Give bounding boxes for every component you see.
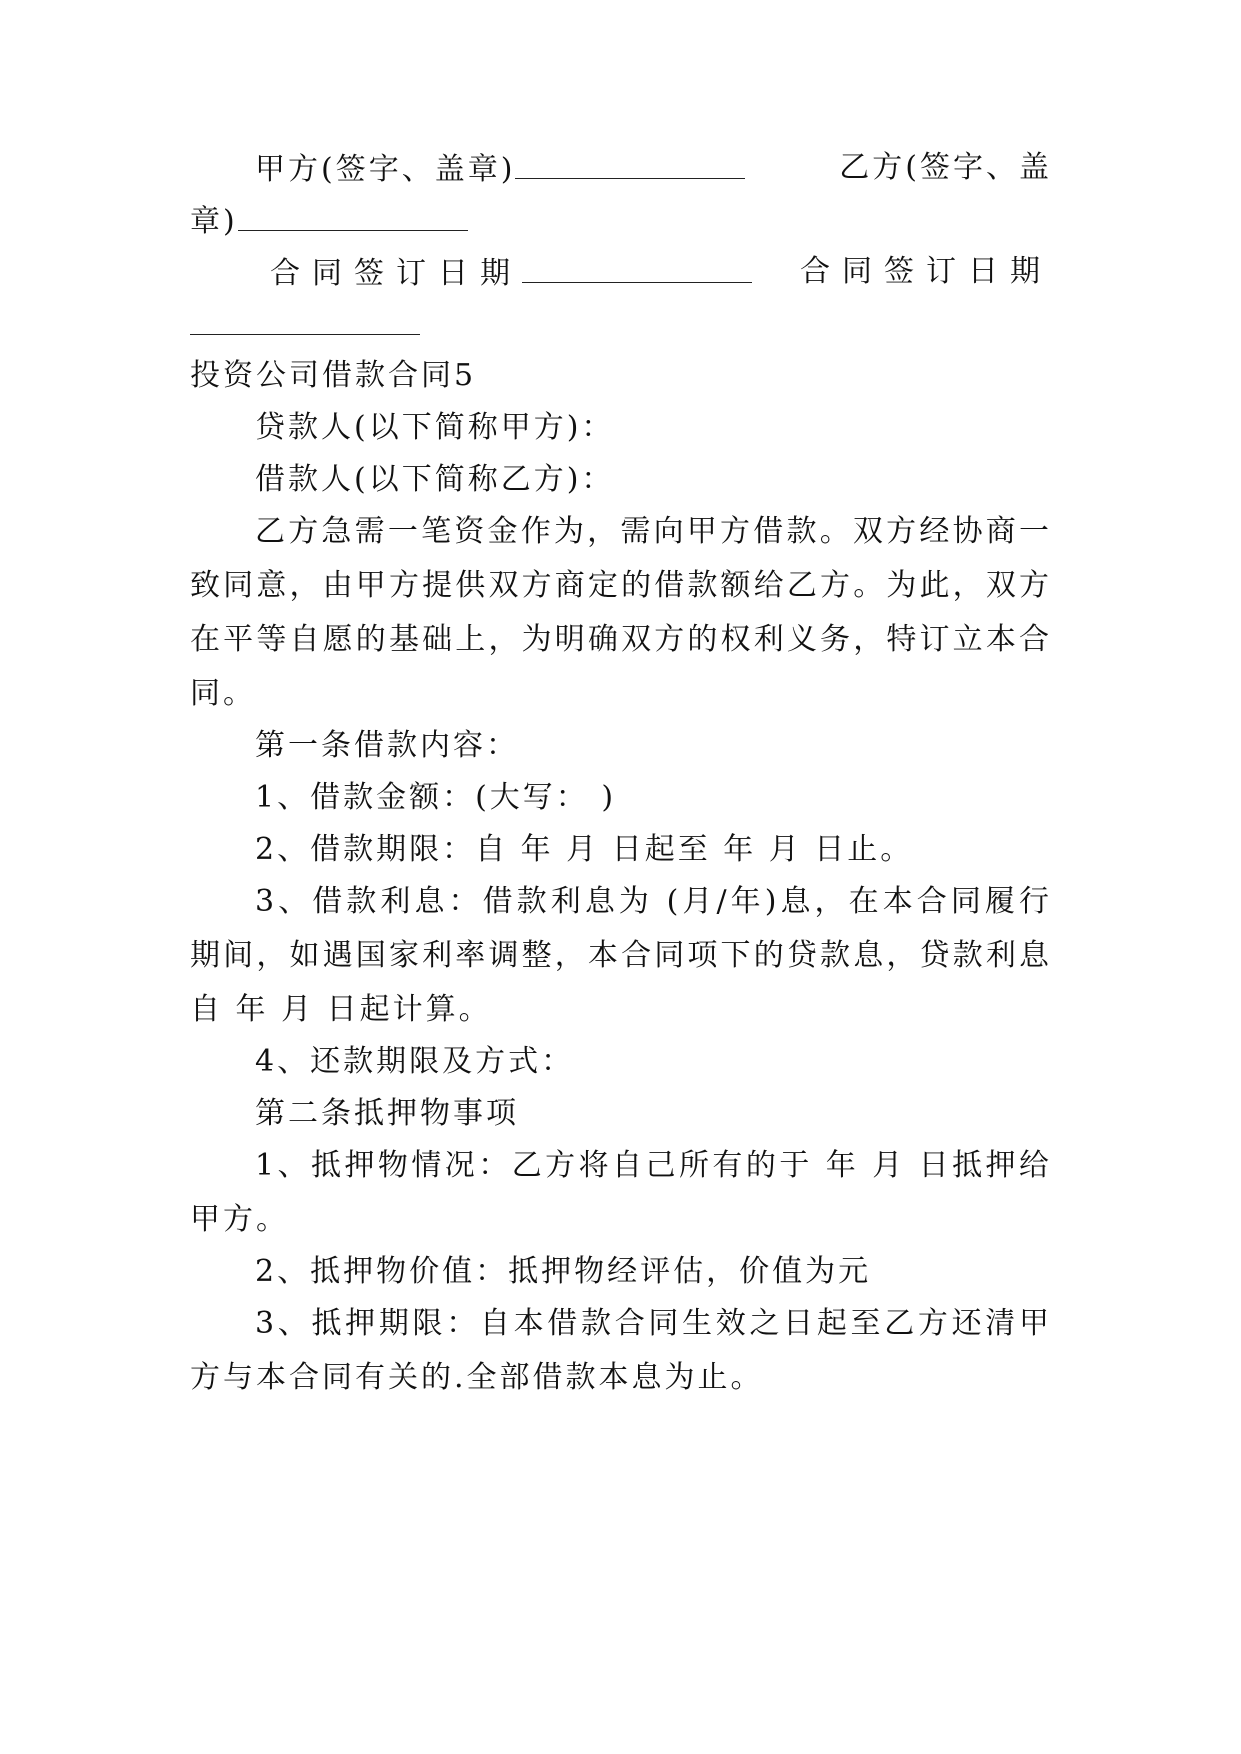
sign-date-line [270,252,1052,294]
party-b-signature-label: 乙方(签字、盖 [839,150,1052,185]
party-a-signature-blank [515,148,745,179]
article2-item2: 2、抵押物价值：抵押物经评估，价值为元 [255,1254,872,1289]
contract-title: 投资公司借款合同5 [190,358,477,393]
intro-line-4: 同。 [190,676,256,711]
lender-line: 贷款人(以下简称甲方)： [255,410,615,445]
party-a-signature-label: 甲方(签字、盖章) [255,152,516,187]
intro-line-1: 乙方急需一笔资金作为，需向甲方借款。双方经协商一 [255,514,1052,549]
article1-item2: 2、借款期限：自 年 月 日起至 年 月 日止。 [255,832,914,867]
article2-heading: 第二条抵押物事项 [255,1096,519,1131]
article1-item1: 1、借款金额：(大写： ) [255,780,617,815]
article2-item1-line2: 甲方。 [190,1202,289,1237]
intro-line-3: 在平等自愿的基础上，为明确双方的权利义务，特订立本合 [190,622,1052,657]
article1-item3-line3: 自 年 月 日起计算。 [190,992,492,1027]
signature-line-2 [190,200,1052,242]
article1-item4: 4、还款期限及方式： [255,1044,575,1079]
article2-item1-line1: 1、抵押物情况：乙方将自己所有的于 年 月 日抵押给 [255,1148,1052,1183]
article1-heading: 第一条借款内容： [255,728,519,763]
sign-date-b-blank-line [190,304,1052,346]
article2-item3-line2: 方与本合同有关的.全部借款本息为止。 [190,1360,764,1395]
party-b-signature-blank [238,200,468,231]
intro-line-2: 致同意，由甲方提供双方商定的借款额给乙方。为此，双方 [190,568,1052,603]
borrower-line: 借款人(以下简称乙方)： [255,462,615,497]
signature-line-1 [255,148,1052,190]
sign-date-b-blank [190,304,420,335]
sign-date-b-label: 合同签订日期 [800,254,1052,289]
article1-item3-line1: 3、借款利息：借款利息为 (月/年)息，在本合同履行 [255,884,1052,919]
sign-date-a-label: 合同签订日期 [270,256,522,291]
article1-item3-line2: 期间，如遇国家利率调整，本合同项下的贷款息，贷款利息 [190,938,1052,973]
sign-date-a-blank [522,252,752,283]
party-b-signature-label-end: 章) [190,204,238,239]
article2-item3-line1: 3、抵押期限：自本借款合同生效之日起至乙方还清甲 [255,1306,1052,1341]
